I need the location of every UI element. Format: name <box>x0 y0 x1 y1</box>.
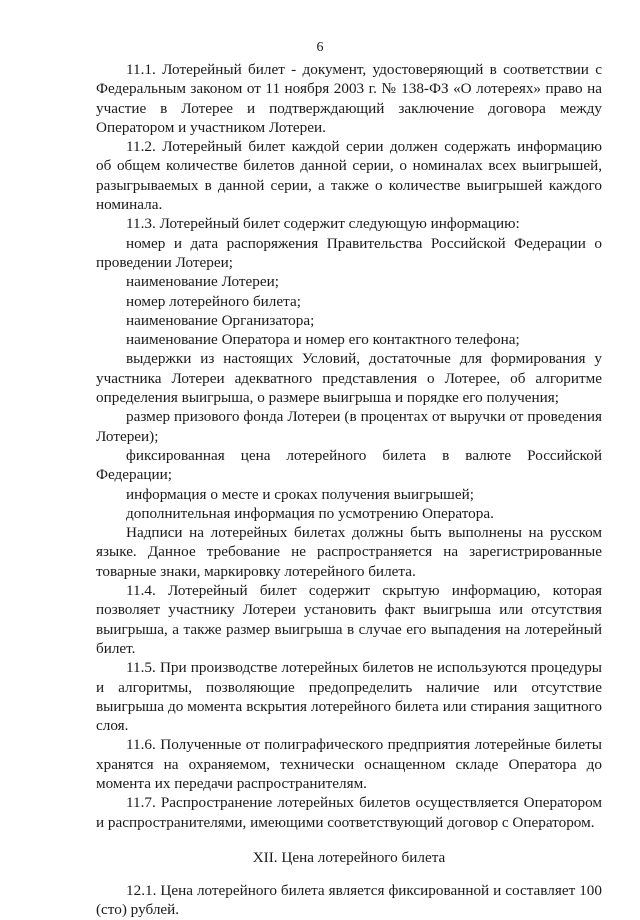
list-item: фиксированная цена лотерейного билета в валюте Российской Федерации; <box>96 446 602 484</box>
paragraph-11-2: 11.2. Лотерейный билет каждой серии должен содержать информацию об общем количестве билетов данной серии, о номиналах всех выигрышей, разыгрываемых в данной серии, а также о количестве выигрышей каждого номинала. <box>96 138 602 214</box>
paragraph-11-3: 11.3. Лотерейный билет содержит следующую информацию: <box>126 215 520 233</box>
paragraph-11-1: 11.1. Лотерейный билет - документ, удостоверяющий в соответствии с Федеральным законом от 11 ноября 2003 г. № 138-ФЗ «О лотереях» право на участие в Лотерее и подтверждающий заключение договора между Оператором и участником Лотереи. <box>96 61 602 136</box>
list-item: информация о месте и сроках получения выигрышей; <box>126 485 474 503</box>
list-item: наименование Организатора; <box>126 311 315 329</box>
section-heading: XII. Цена лотерейного билета <box>252 848 446 866</box>
paragraph-12-1: 12.1. Цена лотерейного билета является фиксированной и составляет 100 (сто) рублей. <box>96 882 602 919</box>
paragraph-11-7: 11.7. Распространение лотерейных билетов осуществляется Оператором и распространителями, имеющими соответствующий договор с Оператором. <box>96 794 602 831</box>
list-item: номер и дата распоряжения Правительства Российской Федерации о проведении Лотереи; <box>96 234 602 271</box>
paragraph-11-6: 11.6. Полученные от полиграфического предприятия лотерейные билеты хранятся на охраняемом, технически оснащенном складе Оператора до момента их передачи распространителям. <box>96 736 602 792</box>
list-item: дополнительная информация по усмотрению Оператора. <box>126 504 494 522</box>
list-item: наименование Оператора и номер его контактного телефона; <box>126 331 520 349</box>
list-item: номер лотерейного билета; <box>126 292 301 310</box>
list-item: размер призового фонда Лотереи (в процентах от выручки от проведения Лотереи); <box>96 408 602 445</box>
list-item: наименование Лотереи; <box>126 273 279 291</box>
page-number: 6 <box>316 40 324 55</box>
paragraph-11-4: 11.4. Лотерейный билет содержит скрытую информацию, которая позволяет участнику Лотереи установить факт выигрыша или отсутствия выигрыша, а также размер выигрыша в случае его выпадения на лотерейный билет. <box>96 582 602 657</box>
list-item: выдержки из настоящих Условий, достаточные для формирования у участника Лотереи адекватного представления о Лотерее, об алгоритме определения выигрыша, о размере выигрыша и порядке его получения; <box>96 350 602 407</box>
paragraph-language-note: Надписи на лотерейных билетах должны быть выполнены на русском языке. Данное требование не распространяется на зарегистрированные товарные знаки, маркировку лотерейного билета. <box>96 524 602 580</box>
document-body <box>96 60 602 920</box>
paragraph-11-5: 11.5. При производстве лотерейных билетов не используются процедуры и алгоритмы, позволяющие предопределить наличие или отсутствие выигрыша до момента вскрытия лотерейного билета или стирания защитного слоя. <box>96 659 602 735</box>
